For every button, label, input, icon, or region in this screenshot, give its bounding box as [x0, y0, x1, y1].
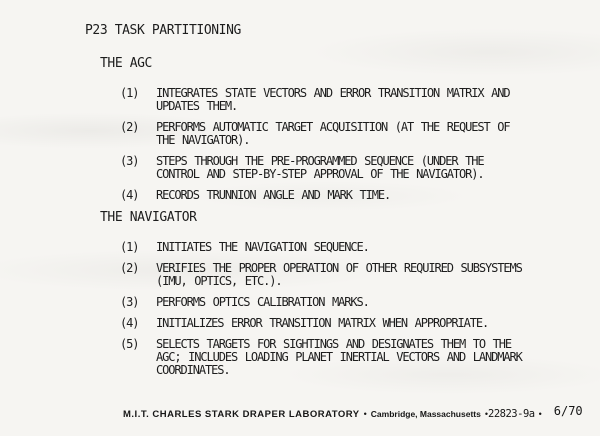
list-item: [120, 262, 600, 288]
item-text-line: SELECTS TARGETS FOR SIGHTINGS AND DESIGNATES THEM TO THE: [156, 337, 511, 351]
item-number: (1): [120, 240, 139, 254]
item-text-line: CONTROL AND STEP-BY-STEP APPROVAL OF THE NAVIGATOR).: [156, 167, 484, 181]
item-text-line: STEPS THROUGH THE PRE-PROGRAMMED SEQUENCE (UNDER THE: [156, 154, 484, 168]
item-text-line: COORDINATES.: [156, 363, 230, 377]
section-navigator: [0, 211, 600, 377]
footer-location: Cambridge, Massachusetts: [370, 409, 481, 419]
item-text-line: PERFORMS AUTOMATIC TARGET ACQUISITION (AT THE REQUEST OF: [156, 120, 510, 134]
item-text: [156, 155, 483, 181]
item-number: (3): [120, 295, 139, 309]
bullet-separator-icon: •: [484, 409, 489, 419]
list-item: [120, 87, 600, 113]
item-number: (2): [120, 120, 139, 134]
item-text-line: INITIATES THE NAVIGATION SEQUENCE.: [156, 240, 369, 254]
item-number: (5): [120, 337, 139, 351]
footer-org: M.I.T. CHARLES STARK DRAPER LABORATORY: [123, 409, 360, 420]
item-text: [156, 87, 509, 113]
item-text-line: UPDATES THEM.: [156, 99, 238, 113]
item-text-line: PERFORMS OPTICS CALIBRATION MARKS.: [156, 295, 369, 309]
item-text: [156, 262, 522, 288]
list-item: [120, 338, 600, 377]
item-text: [156, 189, 390, 202]
item-text-line: INTEGRATES STATE VECTORS AND ERROR TRANSITION MATRIX AND: [156, 86, 510, 100]
item-text-line: THE NAVIGATOR).: [156, 133, 250, 147]
list-item: [120, 317, 600, 330]
item-text: [156, 296, 369, 309]
item-text-line: RECORDS TRUNNION ANGLE AND MARK TIME.: [156, 188, 391, 202]
item-text-line: AGC; INCLUDES LOADING PLANET INERTIAL VECTORS AND LANDMARK: [156, 350, 522, 364]
list-item: [120, 155, 600, 181]
item-text: [156, 121, 509, 147]
list-item: [120, 241, 600, 254]
page-title: P23 TASK PARTITIONING: [85, 23, 241, 38]
list-item: [120, 121, 600, 147]
section-agc: [0, 57, 600, 202]
footer: [123, 406, 583, 420]
footer-date: 6/70: [553, 404, 583, 418]
item-text: [156, 317, 488, 330]
section-heading-navigator: THE NAVIGATOR: [100, 210, 197, 225]
item-text-line: INITIALIZES ERROR TRANSITION MATRIX WHEN APPROPRIATE.: [156, 316, 489, 330]
item-text-line: (IMU, OPTICS, ETC.).: [156, 274, 282, 288]
item-number: (3): [120, 154, 139, 168]
list-item: [120, 189, 600, 202]
footer-doc-number: 22823-9a: [488, 408, 535, 420]
bullet-separator-icon: •: [363, 409, 367, 419]
item-text-line: VERIFIES THE PROPER OPERATION OF OTHER REQUIRED SUBSYSTEMS: [156, 261, 522, 275]
item-number: (4): [120, 316, 139, 330]
item-text: [156, 241, 369, 254]
item-number: (1): [120, 86, 139, 100]
item-number: (4): [120, 188, 139, 202]
bullet-separator-icon: •: [538, 409, 542, 419]
item-number: (2): [120, 261, 139, 275]
item-text: [156, 338, 522, 377]
section-heading-agc: THE AGC: [100, 56, 152, 71]
list-item: [120, 296, 600, 309]
